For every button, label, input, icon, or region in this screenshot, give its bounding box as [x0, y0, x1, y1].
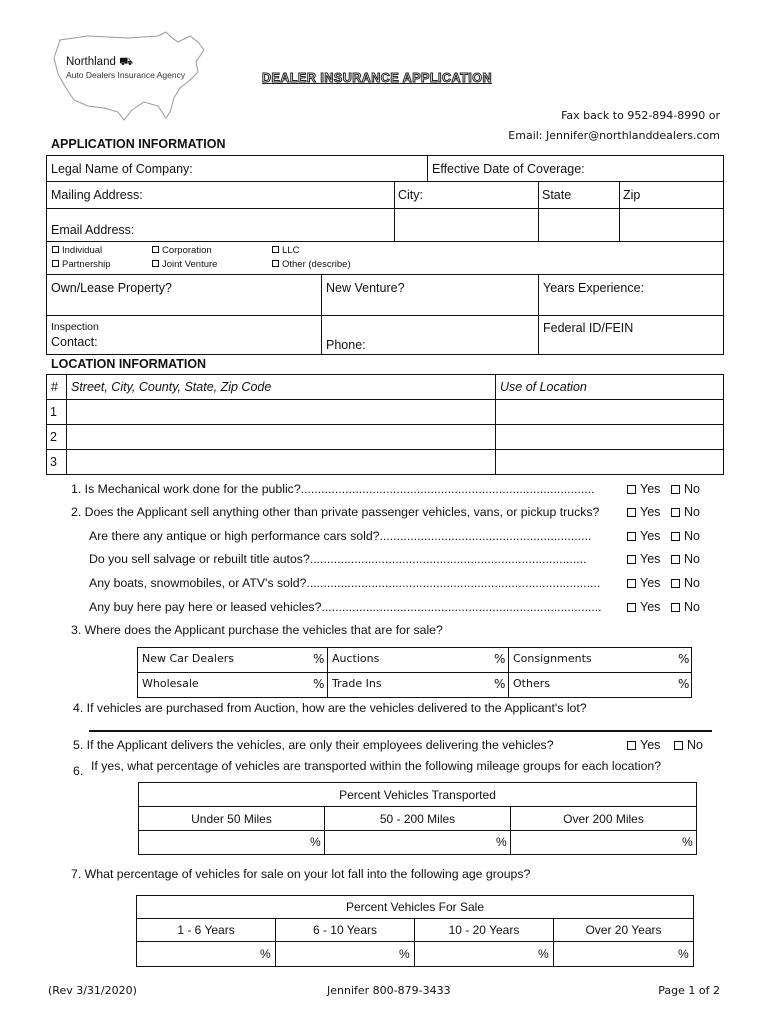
purchase-new-car-dealers-label: New Car Dealers: [142, 652, 234, 665]
location-header-use: Use of Location: [500, 380, 587, 394]
q2-yes-label: Yes: [640, 505, 661, 519]
city-divider: [394, 208, 724, 209]
q2b-yes[interactable]: [627, 552, 660, 566]
checkbox-icon: [627, 555, 636, 564]
section-location-information: LOCATION INFORMATION: [51, 357, 207, 371]
question-2: 2. Does the Applicant sell anything other than private passenger vehicles, vans, or pickup trucks?: [71, 505, 600, 519]
mailing-divider: [46, 208, 395, 209]
q2a-no-label: No: [684, 529, 700, 543]
own-lease-label: Own/Lease Property?: [51, 281, 172, 295]
checkbox-icon: [52, 246, 59, 253]
effective-date-label: Effective Date of Coverage:: [432, 162, 585, 176]
q2a-no[interactable]: [671, 529, 700, 543]
pct-sign: %: [538, 947, 549, 961]
checkbox-icon: [627, 532, 636, 541]
checkbox-icon: [671, 555, 680, 564]
q4-answer-line[interactable]: [89, 730, 712, 732]
pct-sign: %: [678, 677, 690, 691]
entity-other[interactable]: [272, 259, 351, 270]
question-4: 4. If vehicles are purchased from Auction, how are the vehicles delivered to the Applicant's lot?: [73, 701, 587, 715]
question-2c: Any boats, snowmobiles, or ATV's sold?......................................................................................: [89, 576, 601, 590]
question-5: 5. If the Applicant delivers the vehicles, are only their employees delivering the vehicles?: [73, 738, 554, 752]
checkbox-icon: [674, 741, 683, 750]
location-header-num: #: [51, 380, 58, 394]
entity-partnership[interactable]: [52, 259, 111, 270]
zip-label: Zip: [623, 188, 641, 202]
question-1: 1. Is Mechanical work done for the public?......................................................................................: [71, 482, 595, 496]
location-row-3: 3: [50, 455, 57, 469]
checkbox-icon: [272, 260, 279, 267]
city-label: City:: [398, 188, 423, 202]
purchase-wholesale-label: Wholesale: [142, 677, 199, 690]
years-experience-label: Years Experience:: [543, 281, 644, 295]
pct-sign: %: [399, 947, 410, 961]
location-row-2: 2: [50, 430, 57, 444]
age-over-20-label: Over 20 Years: [585, 923, 662, 937]
location-row-line-1: [46, 399, 724, 400]
entity-partnership-label: Partnership: [62, 259, 111, 270]
question-2b: Do you sell salvage or rebuilt title autos?.................................................................................: [89, 552, 587, 566]
email-address-label: Email Address:: [51, 223, 135, 237]
checkbox-icon: [152, 246, 159, 253]
email-line: Email: Jennifer@northlanddealers.com: [508, 129, 720, 142]
form-title: DEALER INSURANCE APPLICATION: [262, 71, 492, 85]
entity-joint-venture[interactable]: [152, 259, 217, 270]
entity-individual[interactable]: [52, 245, 102, 256]
q2a-yes[interactable]: [627, 529, 660, 543]
car-icon: ⛟: [119, 56, 133, 68]
age-10-20-label: 10 - 20 Years: [448, 923, 520, 937]
age-1-6-input[interactable]: [136, 941, 276, 967]
age-6-10-label: 6 - 10 Years: [312, 923, 378, 937]
age-title: Percent Vehicles For Sale: [345, 900, 485, 914]
q2b-no[interactable]: [671, 552, 700, 566]
entity-joint-venture-label: Joint Venture: [162, 259, 218, 270]
checkbox-icon: [671, 579, 680, 588]
transport-50-200-input[interactable]: [324, 830, 511, 855]
checkbox-icon: [671, 603, 680, 612]
entity-other-label: Other (describe): [282, 259, 351, 270]
pct-sign: %: [494, 652, 506, 666]
q2d-no[interactable]: [671, 600, 700, 614]
pct-sign: %: [678, 947, 689, 961]
pct-sign: %: [260, 947, 271, 961]
entity-corporation[interactable]: [152, 245, 212, 256]
question-7: 7. What percentage of vehicles for sale on your lot fall into the following age groups?: [71, 867, 531, 881]
q1-yes-label: Yes: [640, 482, 661, 496]
checkbox-icon: [272, 246, 279, 253]
checkbox-icon: [671, 508, 680, 517]
q2c-no-label: No: [684, 576, 700, 590]
purchase-auctions-label: Auctions: [332, 652, 380, 665]
entity-llc[interactable]: [272, 245, 299, 256]
pct-sign: %: [313, 652, 325, 666]
purchase-others-label: Others: [513, 677, 550, 690]
checkbox-icon: [627, 508, 636, 517]
q2b-yes-label: Yes: [640, 552, 661, 566]
location-header-address: Street, City, County, State, Zip Code: [71, 380, 272, 394]
checkbox-icon: [671, 485, 680, 494]
transport-title: Percent Vehicles Transported: [339, 788, 496, 802]
age-over-20-input[interactable]: [553, 941, 694, 967]
q2-yes[interactable]: [627, 505, 660, 519]
fein-label: Federal ID/FEIN: [543, 321, 634, 335]
pct-sign: %: [310, 835, 321, 849]
entity-individual-label: Individual: [62, 245, 103, 256]
location-row-1: 1: [50, 405, 57, 419]
question-6-number: 6.: [73, 764, 84, 778]
q2b-no-label: No: [684, 552, 700, 566]
q2c-no[interactable]: [671, 576, 700, 590]
pct-sign: %: [494, 677, 506, 691]
logo-subtitle: Auto Dealers Insurance Agency: [66, 70, 186, 80]
fax-line: Fax back to 952-894-8990 or: [561, 109, 720, 122]
question-3: 3. Where does the Applicant purchase the vehicles that are for sale?: [71, 623, 443, 637]
q2d-yes[interactable]: [627, 600, 660, 614]
pct-sign: %: [496, 835, 507, 849]
checkbox-icon: [627, 603, 636, 612]
q2d-no-label: No: [684, 600, 700, 614]
checkbox-icon: [627, 485, 636, 494]
pct-sign: %: [678, 652, 690, 666]
q5-yes-label: Yes: [640, 738, 661, 752]
age-1-6-label: 1 - 6 Years: [177, 923, 235, 937]
logo-title: [66, 56, 185, 69]
q2-no[interactable]: [671, 505, 700, 519]
q1-no[interactable]: [671, 482, 700, 496]
age-6-10-input[interactable]: [275, 941, 415, 967]
inspection-label: Inspection: [51, 321, 99, 333]
logo-top: Northland: [66, 56, 116, 68]
state-label: State: [542, 188, 572, 202]
question-6: If yes, what percentage of vehicles are transported within the following mileage groups for each location?: [91, 759, 662, 773]
logo-text: [66, 56, 185, 82]
purchase-trade-ins-label: Trade Ins: [332, 677, 382, 690]
checkbox-icon: [627, 741, 636, 750]
q2d-yes-label: Yes: [640, 600, 661, 614]
q2c-yes-label: Yes: [640, 576, 661, 590]
q1-yes[interactable]: [627, 482, 660, 496]
phone-label: Phone:: [326, 338, 366, 352]
age-10-20-input[interactable]: [414, 941, 554, 967]
question-2d: Any buy here pay here or leased vehicles?..................................................................................: [89, 600, 602, 614]
transport-over-200-label: Over 200 Miles: [563, 812, 644, 826]
checkbox-icon: [627, 579, 636, 588]
footer-page: Page 1 of 2: [658, 984, 720, 997]
question-2a: Are there any antique or high performance cars sold?..............................................................: [89, 529, 592, 543]
new-venture-label: New Venture?: [326, 281, 405, 295]
footer-revision: (Rev 3/31/2020): [48, 984, 137, 997]
legal-name-label: Legal Name of Company:: [51, 162, 193, 176]
entity-type-cell: [46, 241, 724, 275]
transport-under-50-label: Under 50 Miles: [191, 812, 272, 826]
checkbox-icon: [52, 260, 59, 267]
q5-no[interactable]: [674, 738, 703, 752]
section-application-information: APPLICATION INFORMATION: [51, 137, 226, 151]
mailing-address-label: Mailing Address:: [51, 188, 143, 202]
q1-no-label: No: [684, 482, 700, 496]
pct-sign: %: [682, 835, 693, 849]
pct-sign: %: [313, 677, 325, 691]
q5-no-label: No: [687, 738, 703, 752]
entity-corporation-label: Corporation: [162, 245, 212, 256]
entity-llc-label: LLC: [282, 245, 300, 256]
transport-over-200-input[interactable]: [510, 830, 697, 855]
transport-under-50-input[interactable]: [138, 830, 325, 855]
location-row-line-3: [46, 449, 724, 450]
contact-label: Contact:: [51, 335, 98, 349]
q2a-yes-label: Yes: [640, 529, 661, 543]
q2c-yes[interactable]: [627, 576, 660, 590]
footer-contact: Jennifer 800-879-3433: [327, 984, 451, 997]
purchase-consignments-label: Consignments: [513, 652, 592, 665]
q2-no-label: No: [684, 505, 700, 519]
transport-50-200-label: 50 - 200 Miles: [379, 812, 456, 826]
q5-yes[interactable]: [627, 738, 660, 752]
checkbox-icon: [671, 532, 680, 541]
checkbox-icon: [152, 260, 159, 267]
location-row-line-2: [46, 424, 724, 425]
